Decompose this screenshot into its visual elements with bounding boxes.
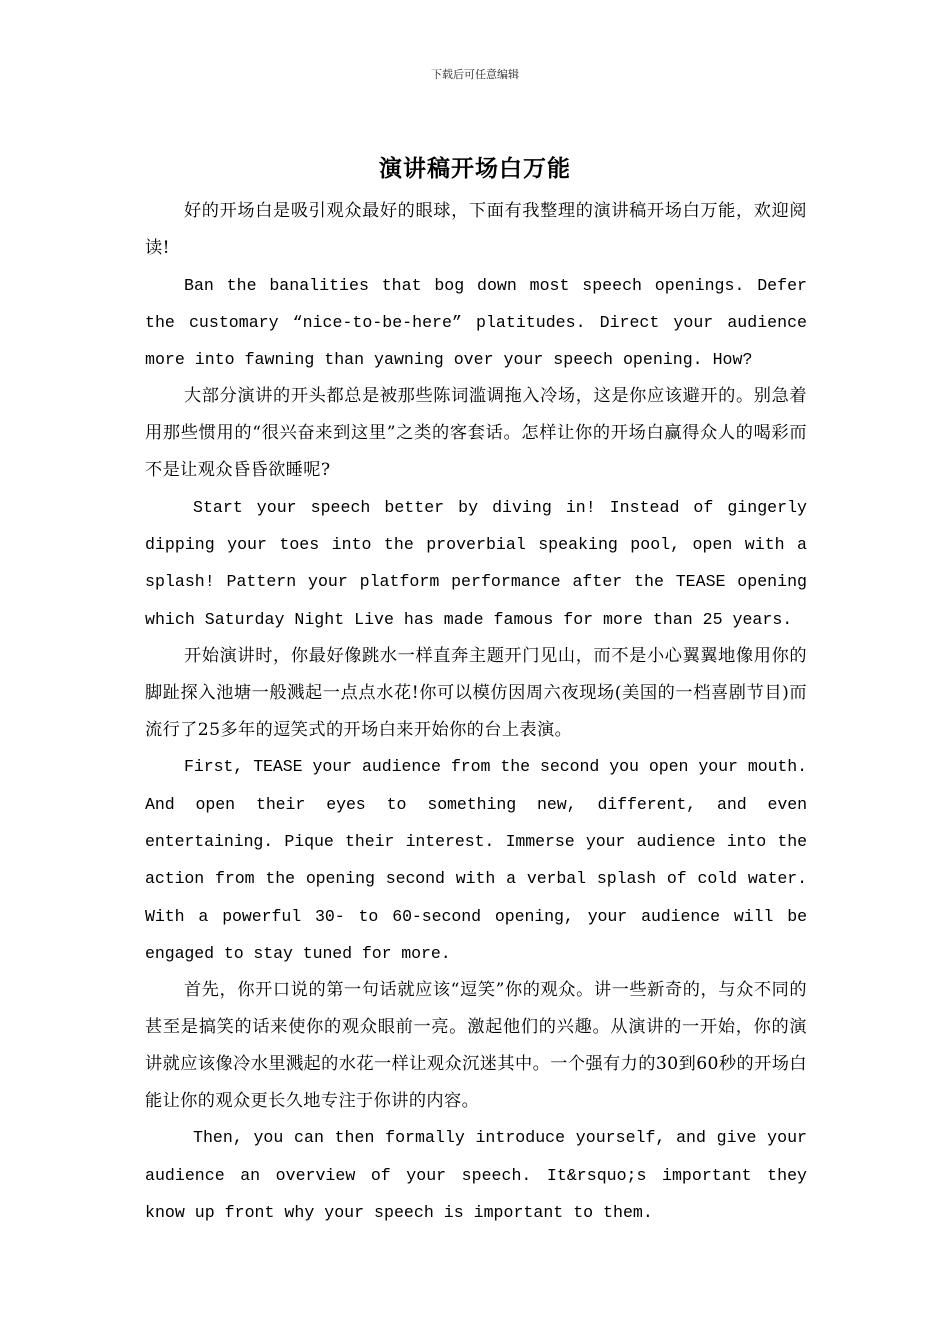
paragraph-en-3: First, TEASE your audience from the second you open your mouth. And open their eyes to something new, different, and even entertaining. Pique their interest. Immerse your audience into the action from the opening second with a verbal splash of cold water. With a powerful 30- to 60-second opening, your audience will be engaged to stay tuned for more. (145, 757, 807, 963)
page-title: 演讲稿开场白万能 (379, 156, 571, 182)
header-note: 下载后可任意编辑 (431, 68, 519, 81)
paragraph-intro-cn: 好的开场白是吸引观众最好的眼球，下面有我整理的演讲稿开场白万能，欢迎阅读! (145, 201, 807, 258)
paragraph-en-2: Start your speech better by diving in! Instead of gingerly dipping your toes into the proverbial speaking pool, open with a splash! Pattern your platform performance after the TEASE opening which Saturday Night Live has made famous for more than 25 years. (145, 497, 807, 629)
paragraph-cn-2: 开始演讲时，你最好像跳水一样直奔主题开门见山，而不是小心翼翼地像用你的脚趾探入池塘一般溅起一点点水花!你可以模仿因周六夜现场(美国的一档喜剧节目)而流行了25多年的逗笑式的开场白来开始你的台上表演。 (145, 646, 807, 740)
paragraph-cn-1: 大部分演讲的开头都总是被那些陈词滥调拖入冷场，这是你应该避开的。别急着用那些惯用的“很兴奋来到这里”之类的客套话。怎样让你的开场白赢得众人的喝彩而不是让观众昏昏欲睡呢? (145, 386, 807, 481)
paragraph-en-4: Then, you can then formally introduce yourself, and give your audience an overview of your speech. It&rsquo;s important they know up front why your speech is important to them. (145, 1128, 807, 1223)
paragraph-cn-3: 首先，你开口说的第一句话就应该“逗笑”你的观众。讲一些新奇的，与众不同的甚至是搞笑的话来使你的观众眼前一亮。激起他们的兴趣。从演讲的一开始，你的演讲就应该像冷水里溅起的水花一样让观众沉迷其中。一个强有力的30到60秒的开场白能让你的观众更长久地专注于你讲的内容。 (145, 980, 807, 1111)
document-body (145, 193, 807, 1231)
paragraph-en-1: Ban the banalities that bog down most speech openings. Defer the customary “nice-to-be-here” platitudes. Direct your audience more into fawning than yawning over your speech opening. How? (145, 275, 807, 370)
